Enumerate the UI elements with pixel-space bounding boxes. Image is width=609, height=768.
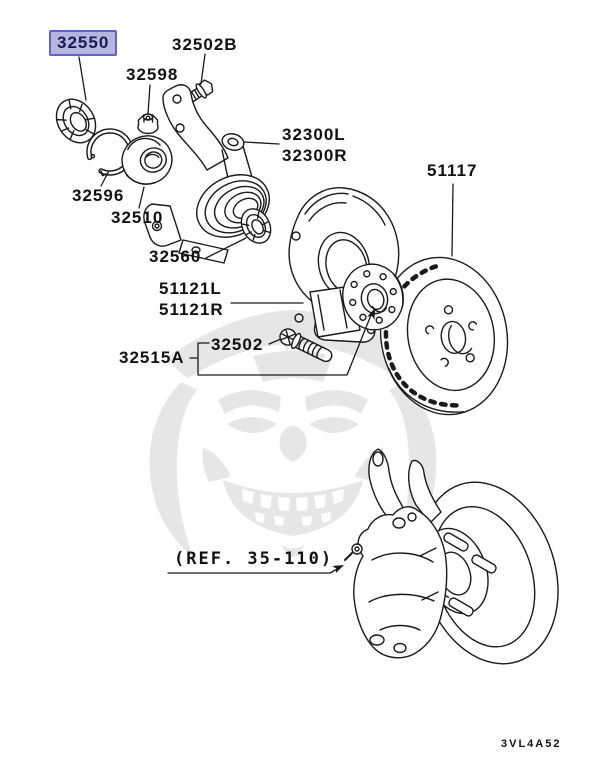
part-label-32550-highlighted[interactable]: 32550 bbox=[49, 30, 117, 56]
part-label-32300R: 32300R bbox=[282, 146, 348, 165]
reference-note: (REF. 35-110) bbox=[174, 549, 334, 569]
diagram-code: 3VL4A52 bbox=[501, 738, 562, 750]
part-label-32560: 32560 bbox=[149, 247, 202, 266]
part-label-32515A: 32515A bbox=[119, 348, 185, 367]
part-label-51117: 51117 bbox=[427, 161, 478, 180]
part-label-51121R: 51121R bbox=[159, 300, 224, 319]
part-label-32598: 32598 bbox=[126, 65, 179, 84]
seal-32550-drawing bbox=[49, 92, 104, 150]
nut-32598-drawing bbox=[138, 114, 158, 134]
part-label-32300L: 32300L bbox=[282, 125, 346, 144]
ref-caliper-drawing bbox=[345, 507, 447, 658]
part-label-32510: 32510 bbox=[111, 208, 164, 227]
part-label-32502B: 32502B bbox=[172, 35, 238, 54]
part-label-32596: 32596 bbox=[72, 186, 125, 205]
part-label-51121L: 51121L bbox=[159, 279, 222, 298]
part-label-32502: 32502 bbox=[211, 335, 264, 354]
